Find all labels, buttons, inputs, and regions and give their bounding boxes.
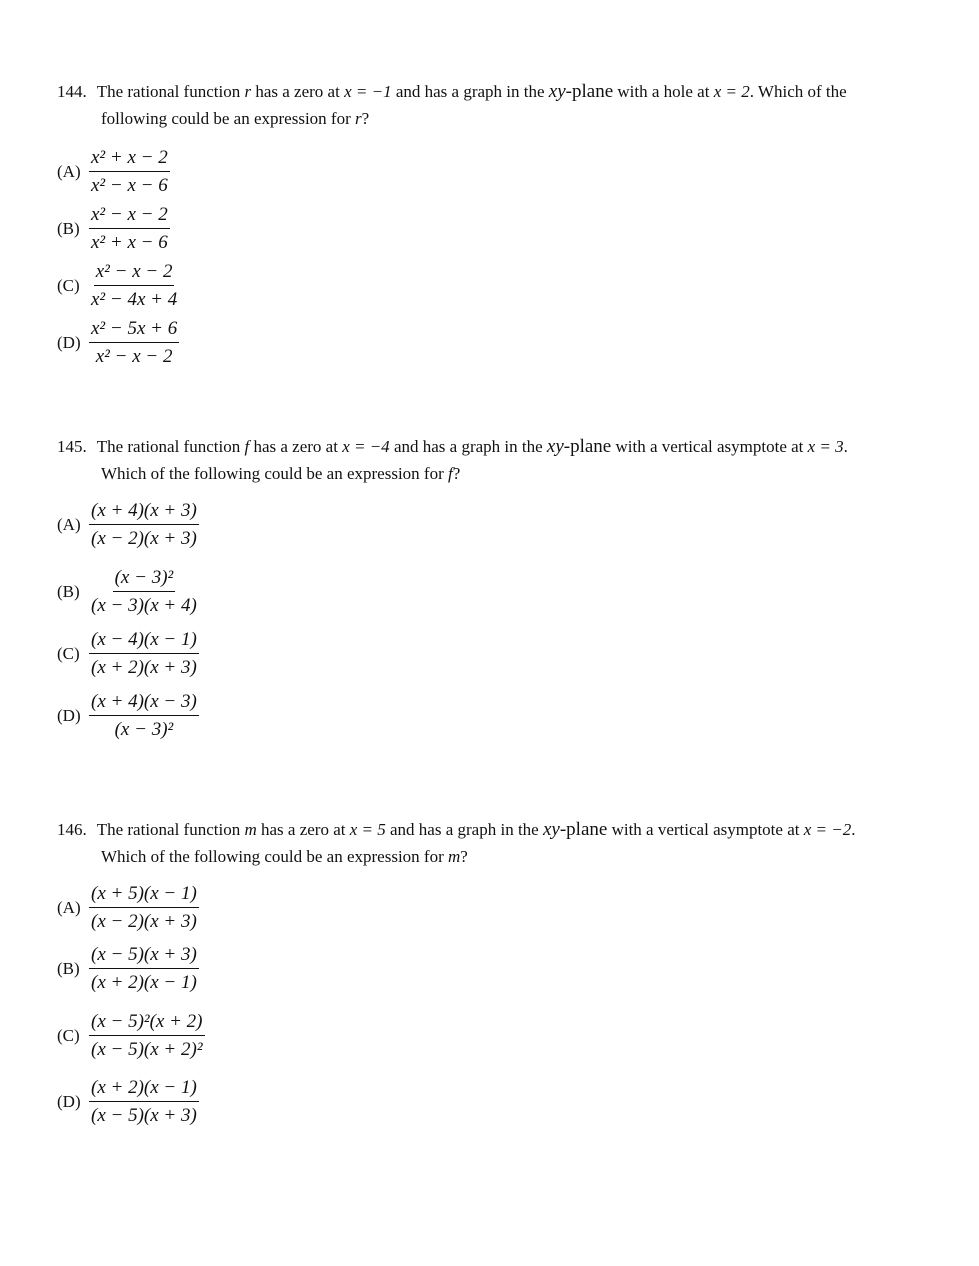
numerator: x² − x − 2	[94, 260, 175, 286]
stem-math: xy	[546, 436, 564, 457]
fraction	[89, 690, 199, 742]
answer-choice-b[interactable]	[57, 943, 199, 995]
denominator: x² − 4x + 4	[91, 289, 178, 310]
fraction	[89, 260, 179, 312]
numerator: x² − 5x + 6	[89, 317, 179, 343]
choice-label: (C)	[57, 1026, 80, 1045]
stem-text: -plane	[565, 81, 614, 102]
stem-variable: r	[355, 109, 362, 128]
stem-variable: f	[244, 437, 250, 456]
denominator: (x − 3)²	[114, 719, 174, 740]
answer-choice-a[interactable]	[57, 146, 170, 198]
stem-text: has a zero at	[261, 820, 346, 839]
numerator: (x − 5)(x + 3)	[89, 943, 199, 969]
choice-label: (B)	[57, 959, 80, 978]
stem-math: x = 3	[807, 437, 844, 456]
numerator: (x + 4)(x + 3)	[89, 499, 199, 525]
stem-text: . Which of the	[749, 82, 847, 101]
question-144	[57, 78, 917, 367]
stem-text: ?	[361, 109, 370, 128]
stem-text: with a vertical asymptote at	[615, 437, 804, 456]
question-stem	[57, 78, 917, 105]
stem-variable: m	[244, 820, 257, 839]
stem-text: and has a graph in the	[390, 820, 539, 839]
numerator: (x − 4)(x − 1)	[89, 628, 199, 654]
answer-choice-b[interactable]	[57, 203, 170, 255]
numerator: (x − 5)²(x + 2)	[89, 1010, 205, 1036]
choice-label: (D)	[57, 706, 81, 725]
question-146	[57, 816, 917, 1126]
stem-math: xy	[548, 81, 566, 102]
stem-text: -plane	[559, 819, 608, 840]
stem-text: Which of the following could be an expression for	[101, 464, 444, 483]
answer-choice-a[interactable]	[57, 882, 199, 934]
stem-math: x = 2	[713, 82, 750, 101]
question-number: 145.	[57, 437, 87, 456]
stem-text: and has a graph in the	[393, 437, 543, 456]
stem-text: with a hole at	[617, 82, 710, 101]
stem-text: The rational function	[96, 437, 241, 456]
stem-text: has a zero at	[255, 82, 340, 101]
choice-label: (A)	[57, 162, 81, 181]
stem-math: xy	[542, 819, 560, 840]
denominator: (x − 5)(x + 3)	[91, 1105, 197, 1126]
numerator: (x − 3)²	[113, 566, 176, 592]
fraction	[89, 146, 170, 198]
denominator: x² − x − 6	[91, 175, 168, 196]
choice-label: (B)	[57, 582, 80, 601]
question-stem	[57, 433, 917, 460]
stem-text: .	[851, 820, 856, 839]
fraction	[89, 317, 179, 369]
choice-label: (A)	[57, 898, 81, 917]
choice-label: (D)	[57, 1092, 81, 1111]
stem-text: The rational function	[96, 820, 241, 839]
choice-label: (A)	[57, 515, 81, 534]
fraction	[89, 566, 199, 618]
numerator: (x + 5)(x − 1)	[89, 882, 199, 908]
answer-choice-c[interactable]	[57, 1010, 205, 1062]
denominator: (x − 3)(x + 4)	[91, 595, 197, 616]
choice-label: (B)	[57, 219, 80, 238]
stem-math: x = −1	[344, 82, 392, 101]
answer-choice-c[interactable]	[57, 628, 199, 680]
stem-text: .	[843, 437, 848, 456]
answer-choice-d[interactable]	[57, 1076, 199, 1128]
stem-text: -plane	[563, 436, 612, 457]
denominator: (x − 2)(x + 3)	[91, 528, 197, 549]
question-145	[57, 433, 917, 740]
denominator: (x − 2)(x + 3)	[91, 911, 197, 932]
numerator: (x + 2)(x − 1)	[89, 1076, 199, 1102]
answer-choice-b[interactable]	[57, 566, 199, 618]
denominator: x² − x − 2	[95, 346, 173, 367]
question-stem-line2	[57, 843, 917, 870]
stem-math: x = −4	[342, 437, 390, 456]
numerator: x² + x − 2	[89, 146, 170, 172]
stem-text: with a vertical asymptote at	[611, 820, 800, 839]
stem-variable: f	[448, 464, 453, 483]
stem-variable: r	[244, 82, 252, 101]
stem-text: ?	[452, 464, 461, 483]
denominator: x² + x − 6	[91, 232, 168, 253]
stem-text: The rational function	[96, 82, 241, 101]
stem-variable: m	[448, 847, 461, 866]
denominator: (x − 5)(x + 2)²	[91, 1039, 203, 1060]
choice-label: (D)	[57, 333, 81, 352]
fraction	[89, 499, 199, 551]
answer-choice-d[interactable]	[57, 317, 179, 369]
fraction	[89, 882, 199, 934]
question-stem-line2	[57, 105, 917, 132]
denominator: (x + 2)(x − 1)	[91, 972, 197, 993]
stem-text: following could be an expression for	[101, 109, 351, 128]
question-number: 144.	[57, 82, 87, 101]
stem-math: x = 5	[349, 820, 386, 839]
numerator: x² − x − 2	[89, 203, 170, 229]
stem-text: ?	[460, 847, 468, 866]
fraction	[89, 1010, 205, 1062]
stem-text: Which of the following could be an expression for	[101, 847, 444, 866]
choice-label: (C)	[57, 276, 80, 295]
answer-choice-d[interactable]	[57, 690, 199, 742]
choice-label: (C)	[57, 644, 80, 663]
question-number: 146.	[57, 820, 87, 839]
answer-choice-a[interactable]	[57, 499, 199, 551]
stem-text: has a zero at	[253, 437, 338, 456]
stem-math: x = −2	[803, 820, 852, 839]
numerator: (x + 4)(x − 3)	[89, 690, 199, 716]
denominator: (x + 2)(x + 3)	[91, 657, 197, 678]
fraction	[89, 203, 170, 255]
question-stem	[57, 816, 917, 843]
answer-choice-c[interactable]	[57, 260, 179, 312]
stem-text: and has a graph in the	[395, 82, 545, 101]
question-stem-line2	[57, 460, 917, 487]
fraction	[89, 943, 199, 995]
fraction	[89, 1076, 199, 1128]
fraction	[89, 628, 199, 680]
